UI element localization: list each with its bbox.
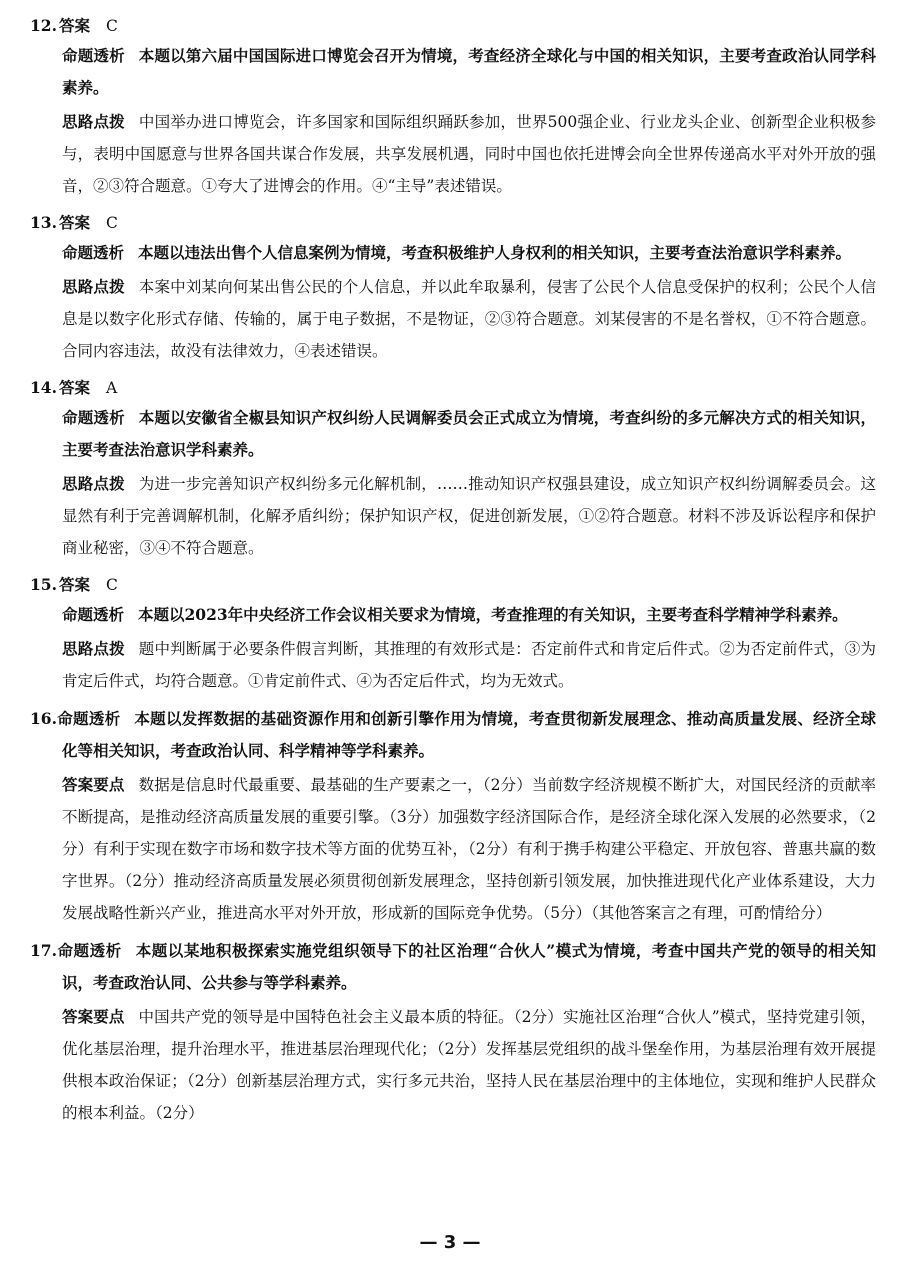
answer-page bbox=[30, 14, 876, 1129]
hint-text: 中国举办进口博览会，许多国家和国际组织踊跃参加，世界500强企业、行业龙头企业、创新型企业积极参与，表明中国愿意与世界各国共谋合作发展，共享发展机遇，同时中国也依托进博会向全世界传递高水平对外开放的强音，②③符合题意。①夸大了进博会的作用。④“主导”表述错误。 bbox=[62, 113, 876, 195]
question-number: 13. bbox=[30, 213, 57, 232]
points-text: 数据是信息时代最重要、最基础的生产要素之一，（2分）当前数字经济规模不断扩大，对国民经济的贡献率不断提高，是推动经济高质量发展的重要引擎。（3分）加强数字经济国际合作，是经济全球化深入发展的必然要求，（2分）有利于实现在数字市场和数字技术等方面的优势互补，（2分）有利于携手构建公平稳定、开放包容、普惠共赢的数字世界。（2分）推动经济高质量发展必须贯彻创新发展理念，坚持创新引领发展，加快推进现代化产业体系建设，大力发展战略性新兴产业，推进高水平对外开放，形成新的国际竞争优势。（5分）（其他答案言之有理，可酌情给分） bbox=[62, 776, 876, 922]
hint-text: 本案中刘某向何某出售公民的个人信息，并以此牟取暴利，侵害了公民个人信息受保护的权利；公民个人信息是以数字化形式存储、传输的，属于电子数据，不是物证，②③符合题意。刘某侵害的不是名誉权，①不符合题意。合同内容违法，故没有法律效力，④表述错误。 bbox=[62, 278, 876, 360]
answer-label: 答案 bbox=[58, 213, 90, 232]
question-number: 16. bbox=[30, 709, 57, 728]
analysis-label: 命题透析 bbox=[62, 409, 125, 427]
answer-value: C bbox=[105, 214, 118, 232]
question-14-analysis bbox=[62, 402, 876, 466]
question-17-analysis bbox=[30, 935, 876, 999]
question-15-hint bbox=[62, 633, 876, 697]
question-15-analysis bbox=[62, 599, 876, 631]
question-16-analysis bbox=[30, 703, 876, 767]
question-12-analysis bbox=[62, 40, 876, 104]
points-text: 中国共产党的领导是中国特色社会主义最本质的特征。（2分）实施社区治理“合伙人”模式，坚持党建引领，优化基层治理，提升治理水平，推进基层治理现代化；（2分）发挥基层党组织的战斗堡垒作用，为基层治理有效开展提供根本政治保证；（2分）创新基层治理方式，实行多元共治，坚持人民在基层治理中的主体地位，实现和维护人民群众的根本利益。（2分） bbox=[62, 1008, 876, 1122]
hint-label: 思路点拨 bbox=[62, 640, 125, 658]
hint-label: 思路点拨 bbox=[62, 278, 125, 296]
hint-label: 思路点拨 bbox=[62, 113, 125, 131]
question-17-points bbox=[62, 1001, 876, 1129]
question-12-hint bbox=[62, 106, 876, 202]
question-13-analysis bbox=[62, 237, 876, 269]
question-13-hint bbox=[62, 271, 876, 367]
answer-value: C bbox=[105, 576, 118, 594]
question-14-hint bbox=[62, 468, 876, 564]
analysis-text: 本题以2023年中央经济工作会议相关要求为情境，考查推理的有关知识，主要考查科学精神学科素养。 bbox=[138, 605, 848, 624]
answer-label: 答案 bbox=[58, 16, 90, 35]
question-number: 17. bbox=[30, 941, 57, 960]
question-number: 15. bbox=[30, 575, 57, 594]
question-number: 12. bbox=[30, 16, 57, 35]
question-12-header bbox=[30, 14, 876, 38]
answer-label: 答案 bbox=[58, 575, 90, 594]
question-14-header bbox=[30, 376, 876, 400]
hint-label: 思路点拨 bbox=[62, 475, 125, 493]
points-label: 答案要点 bbox=[62, 1008, 125, 1026]
analysis-label: 命题透析 bbox=[62, 47, 125, 65]
analysis-text: 本题以第六届中国国际进口博览会召开为情境，考查经济全球化与中国的相关知识，主要考查政治认同学科素养。 bbox=[62, 46, 876, 97]
page-number: — 3 — bbox=[419, 1232, 481, 1253]
answer-value: A bbox=[105, 379, 118, 397]
analysis-text: 本题以某地积极探索实施党组织领导下的社区治理“合伙人”模式为情境，考查中国共产党的领导的相关知识，考查政治认同、公共参与等学科素养。 bbox=[62, 941, 876, 992]
hint-text: 题中判断属于必要条件假言判断，其推理的有效形式是：否定前件式和肯定后件式。②为否定前件式，③为肯定后件式，均符合题意。①肯定前件式、④为否定后件式，均为无效式。 bbox=[62, 640, 876, 690]
question-15-header bbox=[30, 573, 876, 597]
question-number: 14. bbox=[30, 378, 57, 397]
hint-text: 为进一步完善知识产权纠纷多元化解机制，……推动知识产权强县建设，成立知识产权纠纷调解委员会。这显然有利于完善调解机制，化解矛盾纠纷；保护知识产权，促进创新发展，①②符合题意。材料不涉及诉讼程序和保护商业秘密，③④不符合题意。 bbox=[62, 475, 876, 557]
analysis-label: 命题透析 bbox=[56, 710, 121, 728]
analysis-label: 命题透析 bbox=[62, 606, 125, 624]
analysis-text: 本题以违法出售个人信息案例为情境，考查积极维护人身权利的相关知识，主要考查法治意识学科素养。 bbox=[138, 243, 852, 262]
answer-label: 答案 bbox=[58, 378, 90, 397]
analysis-label: 命题透析 bbox=[62, 244, 125, 262]
question-16-points bbox=[62, 769, 876, 929]
answer-value: C bbox=[105, 17, 118, 35]
analysis-label: 命题透析 bbox=[56, 942, 122, 960]
points-label: 答案要点 bbox=[62, 776, 125, 794]
question-13-header bbox=[30, 211, 876, 235]
analysis-text: 本题以安徽省全椒县知识产权纠纷人民调解委员会正式成立为情境，考查纠纷的多元解决方式的相关知识，主要考查法治意识学科素养。 bbox=[62, 408, 876, 459]
analysis-text: 本题以发挥数据的基础资源作用和创新引擎作用为情境，考查贯彻新发展理念、推动高质量发展、经济全球化等相关知识，考查政治认同、科学精神等学科素养。 bbox=[62, 709, 876, 760]
